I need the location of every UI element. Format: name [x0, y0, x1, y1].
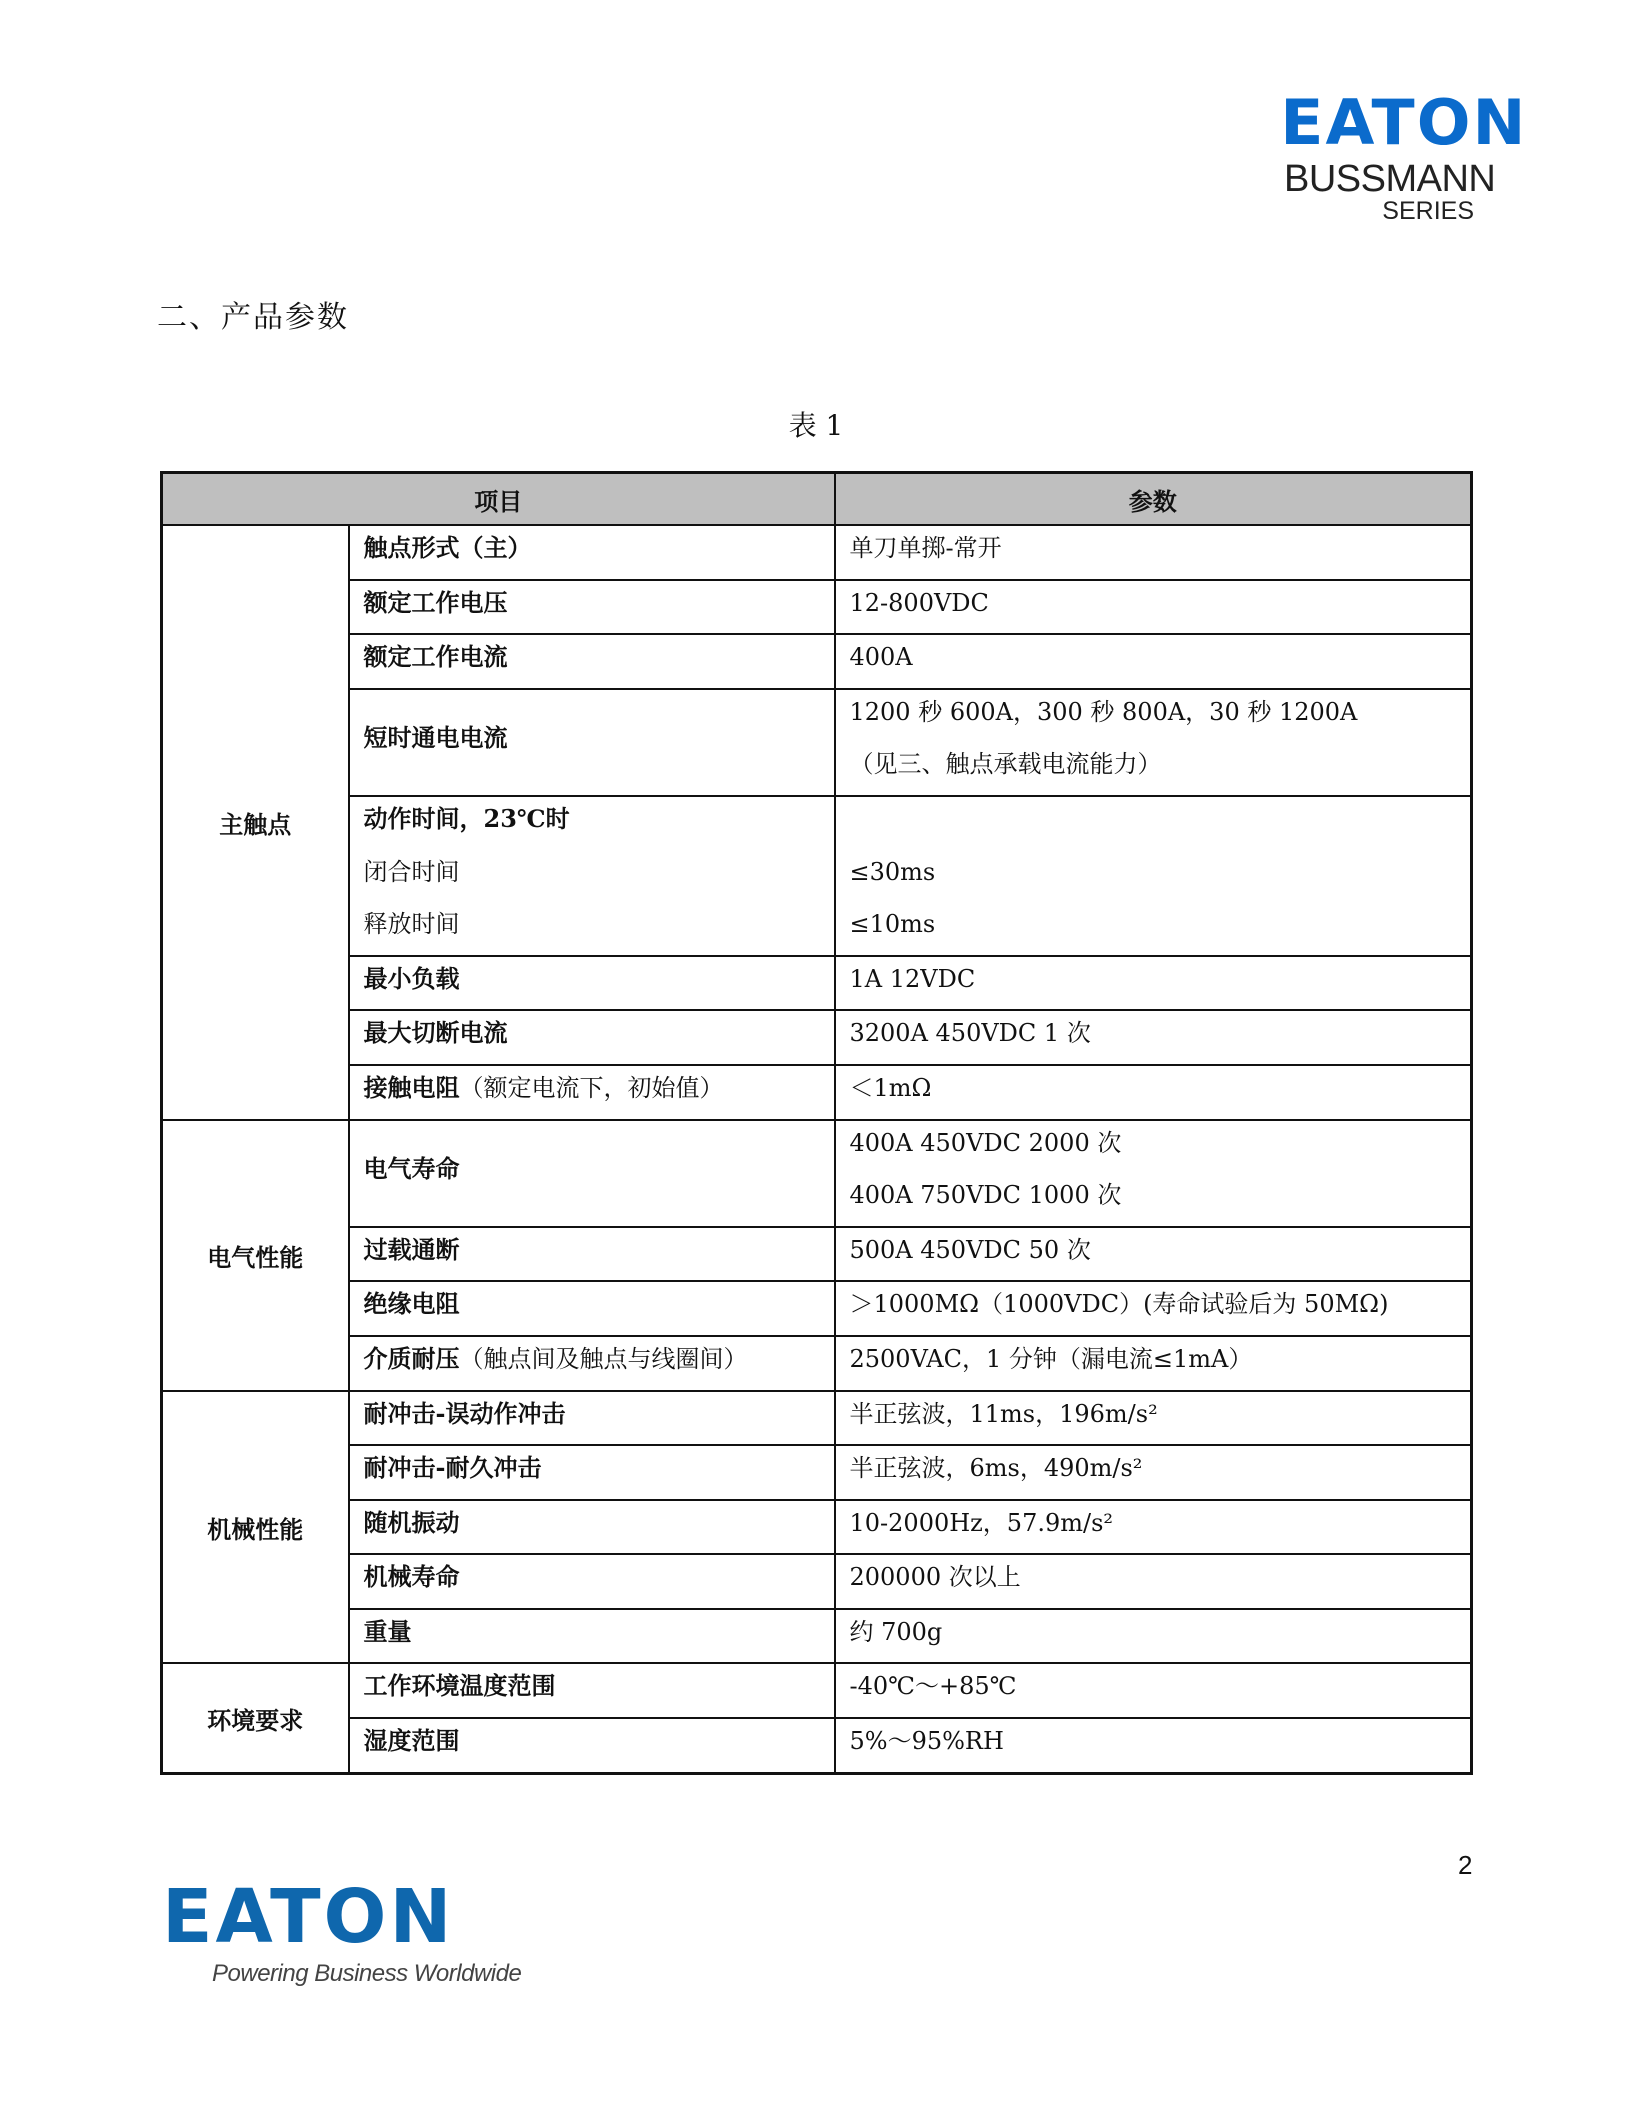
item-name: 动作时间，23℃时 — [363, 803, 570, 833]
value-cell — [835, 1010, 1472, 1065]
value-cell — [835, 1663, 1472, 1718]
item-cell — [349, 634, 835, 689]
item-name: 重量 — [363, 1616, 412, 1646]
item-cell — [349, 956, 835, 1011]
value-cell — [835, 689, 1472, 796]
item-line — [364, 1228, 834, 1281]
item-name: 额定工作电流 — [363, 642, 508, 672]
item-cell — [349, 1718, 835, 1773]
item-cell — [349, 580, 835, 635]
value-cell — [835, 1554, 1472, 1609]
item-name: 额定工作电压 — [363, 587, 508, 617]
value-line: 200000 次以上 — [849, 1563, 1021, 1592]
item-name: 绝缘电阻 — [363, 1289, 460, 1319]
value-cell — [835, 1445, 1472, 1500]
item-cell — [349, 1120, 835, 1227]
value-line: -40℃～+85℃ — [849, 1672, 1017, 1701]
eaton-footer-logo — [162, 1874, 522, 1988]
item-line — [364, 1446, 834, 1499]
value-cell — [835, 796, 1472, 956]
table-row — [162, 1120, 1472, 1227]
item-cell — [349, 1065, 835, 1120]
item-cell — [349, 1281, 835, 1336]
item-cell — [349, 689, 835, 796]
table-row — [162, 1445, 1472, 1500]
item-cell — [349, 796, 835, 956]
value-line: 2500VAC，1 分钟（漏电流≤1mA） — [849, 1344, 1253, 1373]
item-name: 触点形式（主） — [363, 533, 532, 562]
item-name: 耐冲击-耐久冲击 — [363, 1453, 542, 1483]
item-cell — [349, 1336, 835, 1391]
item-line — [364, 1555, 834, 1608]
value-cell — [835, 1065, 1472, 1120]
item-note: （额定电流下，初始值） — [459, 1073, 724, 1102]
item-name: 最大切断电流 — [363, 1018, 508, 1048]
sub-item: 释放时间 — [363, 910, 460, 939]
value-line: ＜1mΩ — [849, 1073, 932, 1102]
value-line: 3200A 450VDC 1 次 — [849, 1019, 1091, 1048]
table-row — [162, 956, 1472, 1011]
value-line: 1200 秒 600A，300 秒 800A，30 秒 1200A — [849, 697, 1358, 726]
item-name: 短时通电电流 — [363, 723, 508, 753]
item-cell — [349, 1609, 835, 1664]
group-label: 主触点 — [162, 525, 349, 1120]
header-parameter: 参数 — [835, 473, 1472, 526]
item-cell — [349, 1500, 835, 1555]
value-line: ＞1000MΩ（1000VDC）(寿命试验后为 50MΩ) — [849, 1290, 1389, 1319]
bussmann-text: BUSSMANN — [1284, 158, 1496, 200]
table-row — [162, 1227, 1472, 1282]
table-row — [162, 525, 1472, 580]
value-line: 10-2000Hz，57.9m/s² — [849, 1508, 1114, 1537]
item-name: 最小负载 — [363, 963, 460, 993]
value-cell — [835, 1500, 1472, 1555]
value-line — [850, 797, 1471, 850]
value-line: 约 700g — [849, 1617, 943, 1646]
sub-item: 闭合时间 — [363, 857, 460, 886]
item-line — [364, 797, 834, 850]
table-row — [162, 1500, 1472, 1555]
value-line: 400A 450VDC 2000 次 — [849, 1128, 1122, 1157]
item-name: 工作环境温度范围 — [363, 1671, 556, 1701]
item-line — [364, 716, 834, 769]
table-row — [162, 634, 1472, 689]
table-row — [162, 1663, 1472, 1718]
item-cell — [349, 1663, 835, 1718]
value-cell — [835, 1718, 1472, 1773]
table-row — [162, 689, 1472, 796]
item-note: （触点间及触点与线圈间） — [459, 1344, 748, 1373]
page-number: 2 — [1458, 1850, 1473, 1880]
item-name: 耐冲击-误动作冲击 — [363, 1398, 566, 1428]
value-line: 1A 12VDC — [849, 964, 976, 993]
value-line: 500A 450VDC 50 次 — [849, 1235, 1091, 1264]
item-line — [364, 1610, 834, 1663]
footer-tagline: Powering Business Worldwide — [212, 1960, 522, 1987]
table-row — [162, 580, 1472, 635]
spec-table — [160, 471, 1473, 1775]
item-name: 接触电阻 — [363, 1072, 460, 1102]
table-caption: 表 1 — [788, 409, 844, 442]
item-cell — [349, 1554, 835, 1609]
item-line — [364, 1501, 834, 1554]
value-line: 半正弦波，6ms，490m/s² — [849, 1454, 1143, 1483]
item-line — [364, 526, 834, 579]
item-name: 湿度范围 — [363, 1726, 460, 1756]
group-label: 电气性能 — [162, 1120, 349, 1391]
item-cell — [349, 525, 835, 580]
item-line — [364, 635, 834, 688]
item-cell — [349, 1227, 835, 1282]
value-cell — [835, 525, 1472, 580]
item-cell — [349, 1445, 835, 1500]
table-body — [162, 525, 1472, 1773]
value-cell — [835, 1609, 1472, 1664]
item-cell — [349, 1010, 835, 1065]
item-line — [364, 1011, 834, 1064]
group-label: 环境要求 — [162, 1663, 349, 1773]
value-line: ≤10ms — [849, 910, 936, 939]
item-line — [364, 1392, 834, 1445]
item-name: 电气寿命 — [363, 1153, 460, 1183]
value-line: 400A 750VDC 1000 次 — [849, 1181, 1122, 1210]
value-line: （见三、触点承载电流能力） — [849, 750, 1162, 779]
item-line — [364, 1147, 834, 1200]
value-line: 12-800VDC — [849, 588, 989, 617]
table-row — [162, 1609, 1472, 1664]
value-cell — [835, 1281, 1472, 1336]
item-name: 机械寿命 — [363, 1562, 460, 1592]
group-label: 机械性能 — [162, 1391, 349, 1664]
item-line — [364, 1664, 834, 1717]
eaton-bussmann-logo — [1280, 86, 1528, 225]
item-line — [364, 1337, 834, 1390]
value-line: 半正弦波，11ms，196m/s² — [849, 1399, 1158, 1428]
series-text: SERIES — [1382, 197, 1474, 225]
eaton-logo-wordmark: EATON — [162, 1874, 455, 1960]
table-row — [162, 1010, 1472, 1065]
table-row — [162, 796, 1472, 956]
item-name: 过载通断 — [363, 1234, 460, 1264]
table-row — [162, 1281, 1472, 1336]
value-line: 400A — [849, 643, 913, 672]
table-header-row — [162, 473, 1472, 526]
header-item: 项目 — [162, 473, 835, 526]
item-line — [364, 1282, 834, 1335]
value-cell — [835, 1227, 1472, 1282]
item-line — [364, 1719, 834, 1772]
table-row — [162, 1065, 1472, 1120]
value-line: 单刀单掷-常开 — [849, 534, 1002, 562]
item-name: 随机振动 — [363, 1507, 460, 1537]
value-line: ≤30ms — [849, 857, 936, 886]
section-title: 二、产品参数 — [157, 300, 349, 335]
value-cell — [835, 956, 1472, 1011]
item-line — [364, 957, 834, 1010]
table-row — [162, 1718, 1472, 1773]
value-cell — [835, 1336, 1472, 1391]
value-cell — [835, 580, 1472, 635]
value-cell — [835, 1391, 1472, 1446]
value-cell — [835, 634, 1472, 689]
value-line: 5%～95%RH — [849, 1727, 1004, 1756]
item-line — [364, 581, 834, 634]
item-line — [364, 1066, 834, 1119]
value-cell — [835, 1120, 1472, 1227]
eaton-logo-wordmark: EATON — [1280, 86, 1528, 159]
table-row — [162, 1336, 1472, 1391]
item-name: 介质耐压 — [363, 1343, 460, 1373]
table-row — [162, 1554, 1472, 1609]
table-row — [162, 1391, 1472, 1446]
item-cell — [349, 1391, 835, 1446]
